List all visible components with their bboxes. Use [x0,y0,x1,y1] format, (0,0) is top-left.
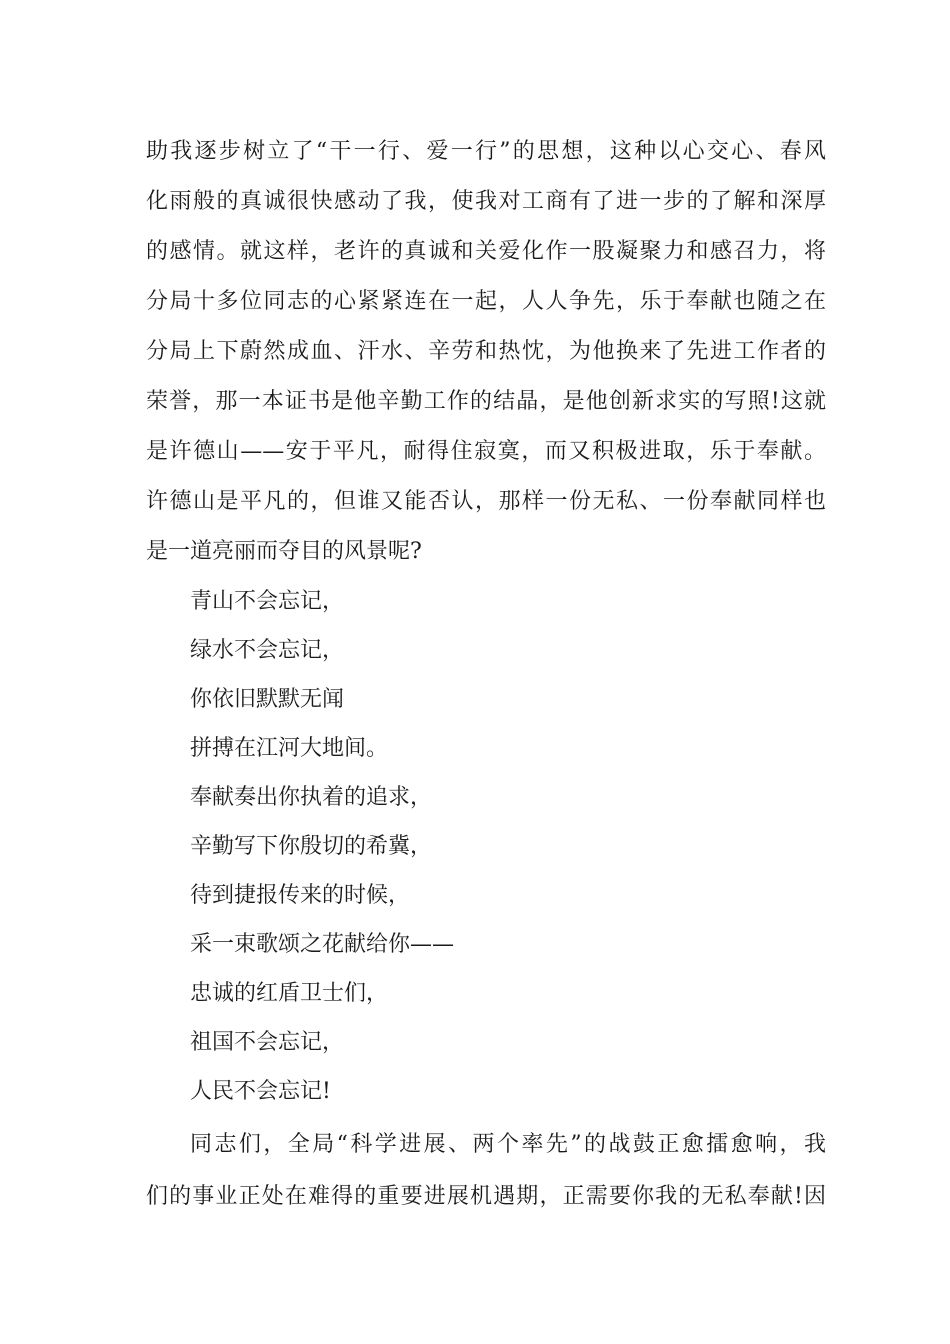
paragraph-line: 化雨般的真诚很快感动了我，使我对工商有了进一步的了解和深厚 [146,189,826,214]
paragraph-line: 许德山是平凡的，但谁又能否认，那样一份无私、一份奉献同样也 [146,489,826,514]
poem-line: 忠诚的红盾卫士们， [190,981,389,1006]
paragraph-line: 是一道亮丽而夺目的风景呢? [146,539,422,564]
paragraph-line: 分局十多位同志的心紧紧连在一起，人人争先，乐于奉献也随之在 [146,289,826,314]
poem-line: 拼搏在江河大地间。 [190,736,389,761]
poem-line: 待到捷报传来的时候， [190,883,411,908]
poem-line: 青山不会忘记， [190,589,345,614]
poem-line: 你依旧默默无闻 [190,687,345,712]
poem-line: 辛勤写下你殷切的希冀， [190,834,433,859]
paragraph-line: 荣誉，那一本证书是他辛勤工作的结晶，是他创新求实的写照!这就 [146,389,826,414]
poem-line: 绿水不会忘记， [190,638,345,663]
poem-line: 奉献奏出你执着的追求， [190,785,433,810]
poem-line: 祖国不会忘记， [190,1030,345,1055]
poem-line: 人民不会忘记! [190,1079,331,1104]
paragraph-line: 助我逐步树立了“干一行、爱一行”的思想，这种以心交心、春风 [146,139,826,164]
paragraph-line: 分局上下蔚然成血、汗水、辛劳和热忱，为他换来了先进工作者的 [146,339,826,364]
poem-line: 采一束歌颂之花献给你—— [190,932,455,957]
paragraph-line: 同志们，全局“科学进展、两个率先”的战鼓正愈擂愈响，我 [190,1132,826,1157]
paragraph-line: 们的事业正处在难得的重要进展机遇期，正需要你我的无私奉献!因 [146,1184,826,1209]
paragraph-line: 是许德山——安于平凡，耐得住寂寞，而又积极进取，乐于奉献。 [146,439,826,464]
paragraph-line: 的感情。就这样，老许的真诚和关爱化作一股凝聚力和感召力，将 [146,239,826,264]
